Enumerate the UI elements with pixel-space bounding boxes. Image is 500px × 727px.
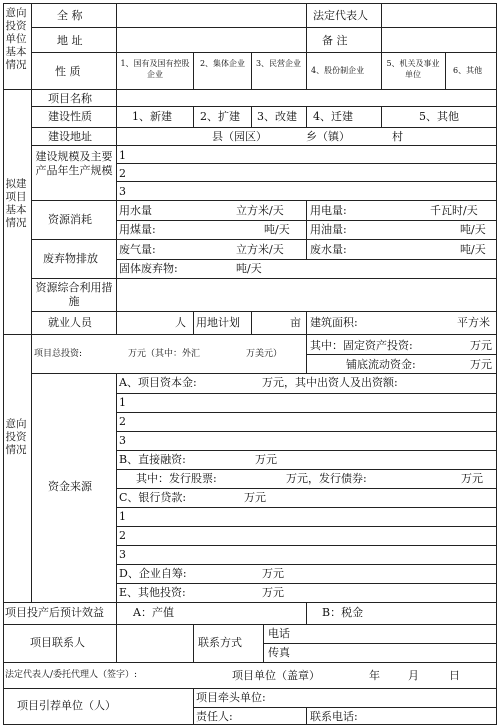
rule — [306, 311, 307, 334]
capital-detail: 万元，其中出资人及出资额: — [262, 376, 398, 389]
solid-waste-label: 固体废弃物: — [119, 262, 178, 275]
rule — [3, 89, 497, 90]
rule — [381, 3, 382, 52]
rule — [3, 3, 497, 4]
responsible-label: 责任人: — [196, 710, 233, 723]
rule — [263, 624, 264, 662]
fixed-asset-unit: 万元 — [470, 339, 492, 352]
signature-unit-label: 项目单位（盖章） — [232, 669, 320, 682]
rule — [251, 106, 252, 127]
rule — [306, 354, 497, 355]
rule — [31, 3, 32, 602]
rule — [31, 106, 497, 107]
rule — [31, 145, 497, 146]
rule — [193, 52, 194, 89]
rule — [116, 488, 497, 489]
water-use-unit: 立方米/天 — [236, 204, 284, 217]
gas-waste-unit: 立方米/天 — [236, 243, 284, 256]
rule — [3, 3, 4, 724]
rule — [193, 106, 194, 127]
referral-label: 项目引荐单位（人） — [17, 699, 116, 712]
investor-nature-option: 3、民营企业 — [255, 59, 302, 68]
rule — [193, 707, 497, 708]
build-nature-option: 2、扩建 — [200, 110, 240, 123]
coal-use-label: 用煤量: — [119, 223, 156, 236]
capital-row-number: 3 — [119, 434, 126, 447]
rule — [116, 393, 497, 394]
project-section-label: 拟建项目基本情况 — [5, 178, 27, 229]
investor-nature-option: 4、股份制企业 — [311, 66, 365, 75]
build-nature-label: 建设性质 — [48, 110, 92, 123]
investor-nature-option: 5、机关及事业单位 — [386, 59, 440, 79]
rule — [31, 239, 497, 240]
self-raised-label: D、企业自筹: — [119, 567, 187, 580]
rule — [496, 3, 497, 724]
investor-nature-option: 2、集体企业 — [199, 59, 246, 68]
rule — [31, 311, 497, 312]
rule — [116, 602, 117, 662]
rule — [116, 412, 497, 413]
project-name-label: 项目名称 — [48, 92, 92, 105]
resource-label: 资源消耗 — [48, 213, 92, 226]
self-raised-unit: 万元 — [262, 567, 284, 580]
signature-year: 年 — [369, 669, 380, 682]
rule — [193, 624, 194, 662]
output-value-label: A：产值 — [133, 606, 174, 619]
rule — [116, 163, 497, 164]
remarks-label: 备 注 — [322, 34, 348, 47]
build-nature-option: 4、迁建 — [313, 110, 353, 123]
contact-person-label: 项目联系人 — [30, 636, 85, 649]
rule — [3, 724, 497, 725]
water-waste-label: 废水量: — [310, 243, 347, 256]
rule — [306, 200, 307, 259]
fax-label: 传真 — [268, 646, 290, 659]
other-investment-unit: 万元 — [262, 586, 284, 599]
total-investment-usd: 万美元） — [246, 349, 283, 359]
oil-use-unit: 吨/天 — [460, 223, 486, 236]
land-unit: 亩 — [290, 316, 301, 329]
land-label: 用地计划 — [196, 316, 240, 329]
rule — [306, 52, 307, 89]
coal-use-unit: 吨/天 — [264, 223, 290, 236]
signature-rep-label: 法定代表人/委托代理人（签字）: — [5, 670, 138, 680]
rule — [116, 373, 117, 602]
rule — [306, 707, 307, 724]
legal-rep-label: 法定代表人 — [313, 9, 368, 22]
rule — [251, 311, 252, 334]
site-label: 建设地址 — [48, 130, 92, 143]
site-town: 乡（镇） — [306, 130, 350, 143]
rule — [31, 373, 497, 374]
solid-waste-unit: 吨/天 — [236, 262, 262, 275]
rule — [116, 469, 497, 470]
area-label: 建筑面积: — [310, 316, 358, 329]
rule — [116, 507, 497, 508]
bank-row-number: 1 — [119, 510, 126, 523]
total-investment-label: 项目总投资: — [34, 349, 83, 359]
scale-label: 建设规模及主要产品年生产规模 — [35, 150, 113, 177]
investor-nature-option: 1、国有及国有控股企业 — [120, 59, 190, 79]
contact-method-label: 联系方式 — [198, 636, 242, 649]
rule — [31, 278, 497, 279]
rule — [31, 52, 497, 53]
build-nature-option: 3、改建 — [257, 110, 297, 123]
rule — [3, 688, 497, 689]
employment-label: 就业人员 — [48, 316, 92, 329]
site-county: 县（园区） — [212, 130, 267, 143]
capital-row-number: 2 — [119, 415, 126, 428]
water-use-label: 用水量 — [119, 204, 152, 217]
capital-row-number: 1 — [119, 396, 126, 409]
rule — [381, 52, 382, 89]
other-investment-label: E、其他投资: — [119, 586, 186, 599]
bond-unit: 万元 — [461, 472, 483, 485]
power-use-unit: 千瓦时/天 — [430, 204, 478, 217]
build-nature-option: 1、新建 — [132, 110, 172, 123]
rule — [251, 52, 252, 89]
rule — [116, 545, 497, 546]
rule — [116, 431, 497, 432]
referral-phone-label: 联系电话: — [310, 710, 358, 723]
rule — [306, 106, 307, 127]
rule — [306, 3, 307, 52]
waste-label: 废弃物排放 — [43, 252, 98, 265]
scale-row-number: 3 — [119, 185, 126, 198]
rule — [263, 643, 497, 644]
rule — [116, 526, 497, 527]
lead-unit-label: 项目牵头单位: — [196, 691, 266, 704]
working-capital-unit: 万元 — [470, 358, 492, 371]
phone-label: 电话 — [268, 627, 290, 640]
employment-unit: 人 — [175, 316, 186, 329]
investor-nature-label: 性 质 — [55, 65, 81, 78]
rule — [116, 583, 497, 584]
signature-day: 日 — [449, 669, 460, 682]
rule — [445, 52, 446, 89]
build-nature-option: 5、其他 — [419, 110, 459, 123]
rule — [3, 624, 497, 625]
power-use-label: 用电量: — [310, 204, 347, 217]
rule — [3, 602, 497, 603]
area-unit: 平方米 — [457, 316, 490, 329]
rule — [3, 334, 497, 335]
direct-financing-label: B、直接融资: — [119, 453, 186, 466]
rule — [193, 688, 194, 724]
address-label: 地 址 — [57, 34, 83, 47]
stock-label: 其中：发行股票: — [136, 472, 217, 485]
water-waste-unit: 吨/天 — [460, 243, 486, 256]
site-village: 村 — [392, 130, 403, 143]
total-investment-detail: 万元（其中：外汇 — [128, 349, 201, 359]
rule — [306, 334, 307, 373]
scale-row-number: 2 — [119, 167, 126, 180]
direct-financing-unit: 万元 — [255, 453, 277, 466]
bank-row-number: 3 — [119, 548, 126, 561]
bank-loan-label: C、银行贷款: — [119, 491, 187, 504]
oil-use-label: 用油量: — [310, 223, 347, 236]
fixed-asset-label: 其中：固定资产投资: — [310, 339, 413, 352]
capital-label: A、项目资本金: — [119, 376, 197, 389]
full-name-label: 全 称 — [57, 9, 83, 22]
rule — [116, 450, 497, 451]
signature-month: 月 — [408, 669, 419, 682]
rule — [31, 27, 497, 28]
rule — [31, 127, 497, 128]
investor-section-label: 意向投资单位基本情况 — [5, 7, 27, 71]
rule — [116, 564, 497, 565]
rule — [3, 662, 497, 663]
rule — [193, 311, 194, 334]
working-capital-label: 铺底流动资金: — [346, 358, 416, 371]
gas-waste-label: 废气量: — [119, 243, 156, 256]
rule — [116, 181, 497, 182]
benefit-label: 项目投产后预计效益 — [5, 606, 104, 619]
investor-nature-option: 6、其他 — [453, 66, 483, 75]
bank-row-number: 2 — [119, 529, 126, 542]
tax-label: B：税金 — [322, 606, 364, 619]
investment-section-label: 意向投资情况 — [5, 418, 27, 456]
bank-loan-unit: 万元 — [244, 491, 266, 504]
reuse-label: 资源综合利用措施 — [35, 281, 113, 308]
rule — [116, 259, 497, 260]
rule — [306, 602, 307, 624]
rule — [116, 3, 117, 334]
rule — [31, 200, 497, 201]
stock-unit: 万元，发行债券: — [286, 472, 367, 485]
scale-row-number: 1 — [119, 149, 126, 162]
funding-source-label: 资金来源 — [48, 480, 92, 493]
rule — [381, 106, 382, 127]
